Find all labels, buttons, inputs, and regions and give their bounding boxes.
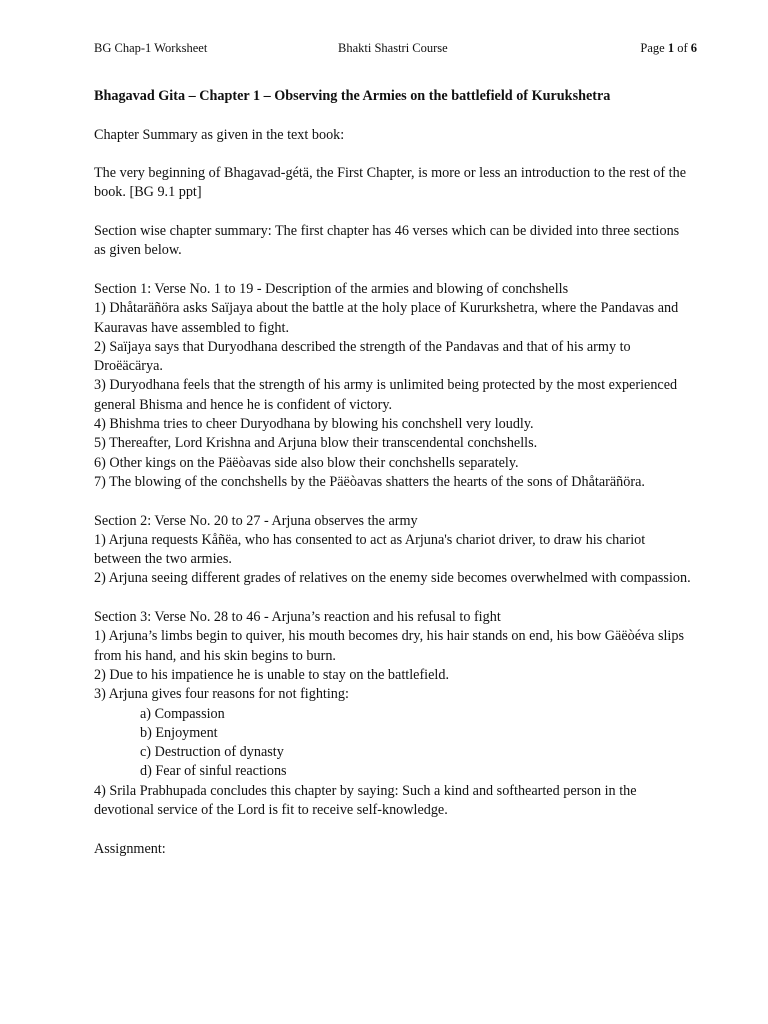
page-total: 6 (690, 41, 697, 55)
page-header (94, 41, 697, 59)
section-3-item: 2) Due to his impatience he is unable to stay on the battlefield. (94, 666, 449, 683)
section-3-item: 3) Arjuna gives four reasons for not fighting: (94, 686, 349, 703)
section-1-item: 5) Thereafter, Lord Krishna and Arjuna blow their transcendental conchshells. (94, 435, 538, 452)
section-2-item: 1) Arjuna requests Kåñëa, who has consented to act as Arjuna's chariot driver, to draw his chariot between the two armies. (94, 531, 646, 568)
section-1-item: 6) Other kings on the Päëòavas side also blow their conchshells separately. (94, 454, 519, 471)
page-prefix: Page (640, 41, 668, 55)
page-current: 1 (667, 41, 675, 55)
summary-heading: Chapter Summary as given in the text book: (94, 126, 345, 143)
section-1-item: 4) Bhishma tries to cheer Duryodhana by blowing his conchshell very loudly. (94, 416, 534, 433)
assignment-heading: Assignment: (94, 840, 166, 857)
section-1-heading: Section 1: Verse No. 1 to 19 - Description of the armies and blowing of conchshells (94, 280, 569, 297)
reason-item: d) Fear of sinful reactions (140, 763, 287, 780)
page-number (640, 41, 697, 56)
reason-item: c) Destruction of dynasty (140, 744, 284, 761)
section-wise-paragraph: Section wise chapter summary: The first chapter has 46 verses which can be divided into three sections as given below. (94, 223, 680, 259)
intro-paragraph: The very beginning of Bhagavad-gétä, the First Chapter, is more or less an introduction to the rest of the book. [BG 9.1 ppt] (94, 165, 687, 201)
document-title: Bhagavad Gita – Chapter 1 – Observing the Armies on the battlefield of Kurukshetra (94, 88, 611, 104)
document-body (94, 87, 694, 859)
page-of: of (674, 41, 691, 55)
section-3-heading: Section 3: Verse No. 28 to 46 - Arjuna’s reaction and his refusal to fight (94, 609, 501, 626)
header-center: Bhakti Shastri Course (338, 41, 448, 55)
reason-item: b) Enjoyment (140, 724, 218, 741)
header-left: BG Chap-1 Worksheet (94, 41, 208, 55)
section-1-item: 3) Duryodhana feels that the strength of his army is unlimited being protected by the most experienced general Bhisma and hence he is confident of victory. (94, 377, 678, 413)
section-3-closing: 4) Srila Prabhupada concludes this chapter by saying: Such a kind and softhearted person in the devotional service of the Lord is fit to receive self-knowledge. (94, 782, 637, 818)
section-1-item: 2) Saïjaya says that Duryodhana described the strength of the Pandavas and that of his army to Droëäcärya. (94, 338, 631, 375)
section-1-item: 1) Dhåtaräñöra asks Saïjaya about the battle at the holy place of Kururkshetra, where the Pandavas and Kauravas have assembled to fight. (94, 300, 679, 336)
section-1-item: 7) The blowing of the conchshells by the Päëòavas shatters the hearts of the sons of Dhåtaräñöra. (94, 473, 645, 490)
section-3-item: 1) Arjuna’s limbs begin to quiver, his mouth becomes dry, his hair stands on end, his bow Gäëòéva slips from his hand, and his skin begins to burn. (94, 628, 684, 664)
section-2-item: 2) Arjuna seeing different grades of relatives on the enemy side becomes overwhelmed with compassion. (94, 570, 691, 587)
section-2-heading: Section 2: Verse No. 20 to 27 - Arjuna observes the army (94, 512, 418, 529)
reason-item: a) Compassion (140, 705, 225, 722)
